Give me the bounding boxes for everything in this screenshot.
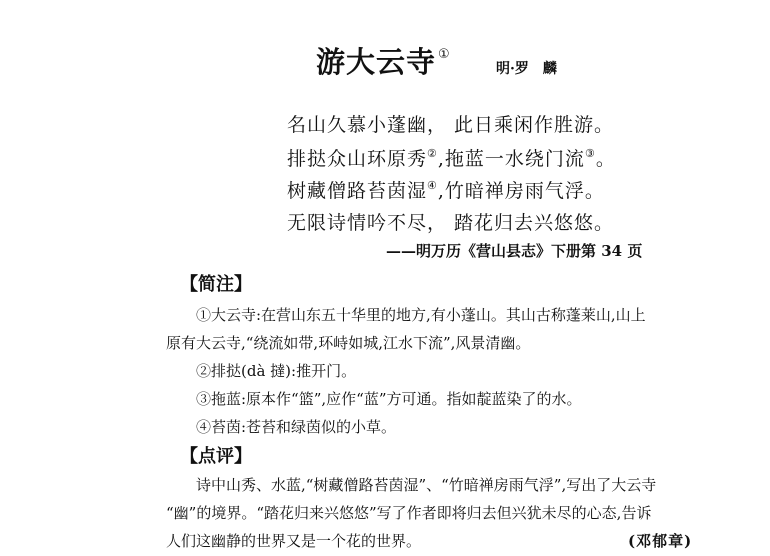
note-1-line-1: ①大云寺:在营山东五十华里的地方,有小蓬山。其山古称蓬莱山,山上: [196, 306, 646, 324]
poem-line-2-part-b: ,拖蓝一水绕门流: [437, 148, 585, 170]
note-4: ④苔茵:苍苔和绿茵似的小草。: [196, 418, 397, 436]
note-2: ②排挞(dà 撻):推开门。: [196, 362, 357, 380]
notes-heading: 【简注】: [180, 274, 252, 295]
poem-author: 明·罗 麟: [496, 61, 557, 77]
poem-title-text: 游大云寺: [316, 45, 437, 79]
comment-line-1: 诗中山秀、水蓝,“树藏僧路苔茵湿”、“竹暗禅房雨气浮”,写出了大云寺: [196, 476, 657, 494]
poem-source: ——明万历《营山县志》下册第 34 页: [386, 242, 643, 260]
poem-line-3-part-a: 树藏僧路苔茵湿: [287, 180, 428, 202]
poem-line-4: 无限诗情吟不尽， 踏花归去兴悠悠。: [287, 212, 615, 234]
poem-line-2-part-a: 排挞众山环原秀: [287, 148, 428, 170]
comment-line-3: 人们这幽静的世界又是一个花的世界。: [166, 532, 422, 550]
poem-line-2-part-c: 。: [595, 148, 616, 170]
footnote-ref-3: ③: [584, 147, 596, 160]
poem-line-3: [287, 176, 605, 203]
title-footnote-ref: ①: [438, 47, 451, 62]
poem-line-3-part-b: ,竹暗禅房雨气浮。: [437, 180, 605, 202]
footnote-ref-4: ④: [427, 179, 438, 192]
poem-title: [316, 40, 451, 81]
comment-signature: (邓郁章): [628, 532, 693, 550]
poem-line-1: 名山久慕小蓬幽， 此日乘闲作胜游。: [287, 114, 615, 136]
note-3: ③拖蓝:原本作“篮”,应作“蓝”方可通。指如靛蓝染了的水。: [196, 390, 582, 408]
poem-line-2: [287, 144, 616, 171]
note-1-line-2: 原有大云寺,“绕流如带,环峙如城,江水下流”,风景清幽。: [166, 334, 531, 352]
comment-line-2: “幽”的境界。“踏花归来兴悠悠”写了作者即将归去但兴犹未尽的心态,告诉: [166, 504, 652, 522]
footnote-ref-2: ②: [427, 147, 438, 160]
comment-heading: 【点评】: [180, 446, 252, 467]
